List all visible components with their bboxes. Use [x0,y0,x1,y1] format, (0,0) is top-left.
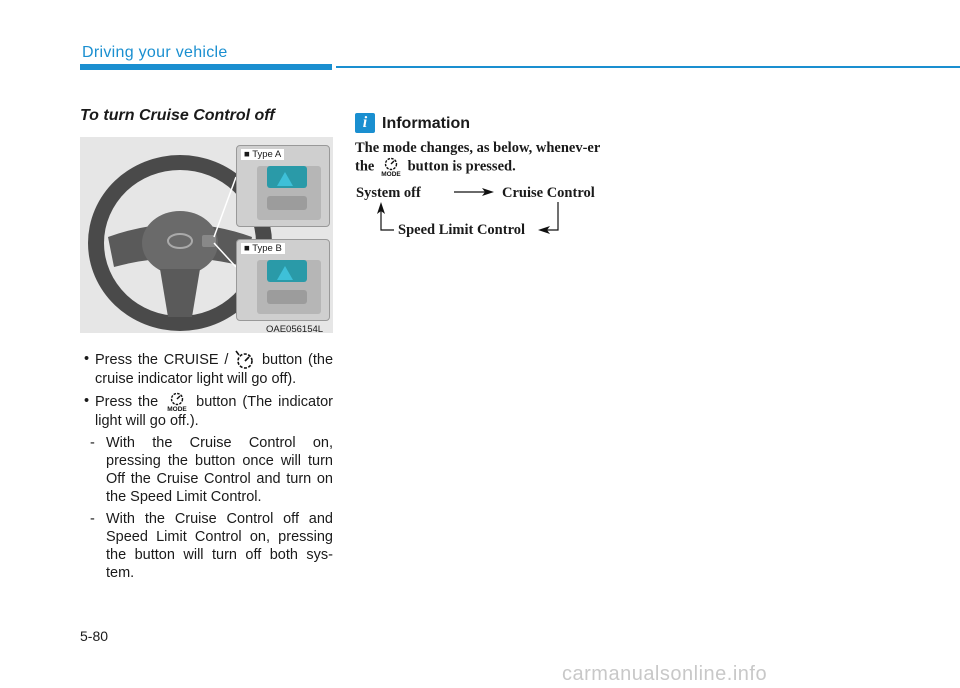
list-item [80,392,333,430]
set-button [267,290,307,304]
watermark: carmanualsonline.info [562,663,768,685]
bullet-text-pre: Press the [95,393,159,410]
section-title: Driving your vehicle [82,44,228,61]
header-bar-right [336,66,960,68]
set-button [267,196,307,210]
sub-dash: - [90,511,95,527]
arrow-up-icon [277,266,293,280]
type-a-callout [236,145,330,227]
section-heading: To turn Cruise Control off [80,107,275,124]
diagram-node-system-off: System off [356,185,421,201]
bullet-text-post: button (The indicator light will go off.). [95,393,333,429]
header-bar-left [80,64,332,70]
information-body [355,140,610,177]
bullet-text-pre: Press the CRUISE / [95,351,229,368]
diagram-node-speed-limit-control: Speed Limit Control [398,222,526,238]
info-body-post: button is pressed. [407,158,516,175]
type-a-label: ■ Type A [241,149,284,160]
sub-text: With the Cruise Control on, pressing the button once will turn Off the Cruise Control and turn on the Speed Limit Control. [106,435,333,505]
sub-text: With the Cruise Control off and Speed Limit Control on, pressing the button will turn off both sys-tem. [106,511,333,581]
diagram-node-cruise-control: Cruise Control [502,185,595,201]
mode-button-icon [164,392,190,412]
sub-list-item [82,434,333,506]
list-item [80,350,333,388]
mode-cycle-diagram [354,180,614,250]
bullet-text-post: button (the cruise indicator light will go off). [95,351,334,387]
cruise-speedometer-icon [234,350,256,370]
mode-icon-label: MODE [381,171,401,177]
instructions-list [80,350,333,586]
sub-dash: - [90,435,95,451]
type-b-callout [236,239,330,321]
information-title: Information [382,115,470,132]
information-icon: i [355,113,375,133]
info-body-pre: The mode changes, as below, whenev-er the [355,140,601,175]
figure-code: OAE056154L [266,324,324,335]
steering-wheel-figure [80,137,333,333]
arrow-up-icon [277,172,293,186]
type-b-label: ■ Type B [241,243,285,254]
page-number: 5-80 [80,628,109,644]
mode-icon-label: MODE [167,406,187,412]
mode-button-icon [378,157,404,177]
sub-list-item [82,510,333,582]
